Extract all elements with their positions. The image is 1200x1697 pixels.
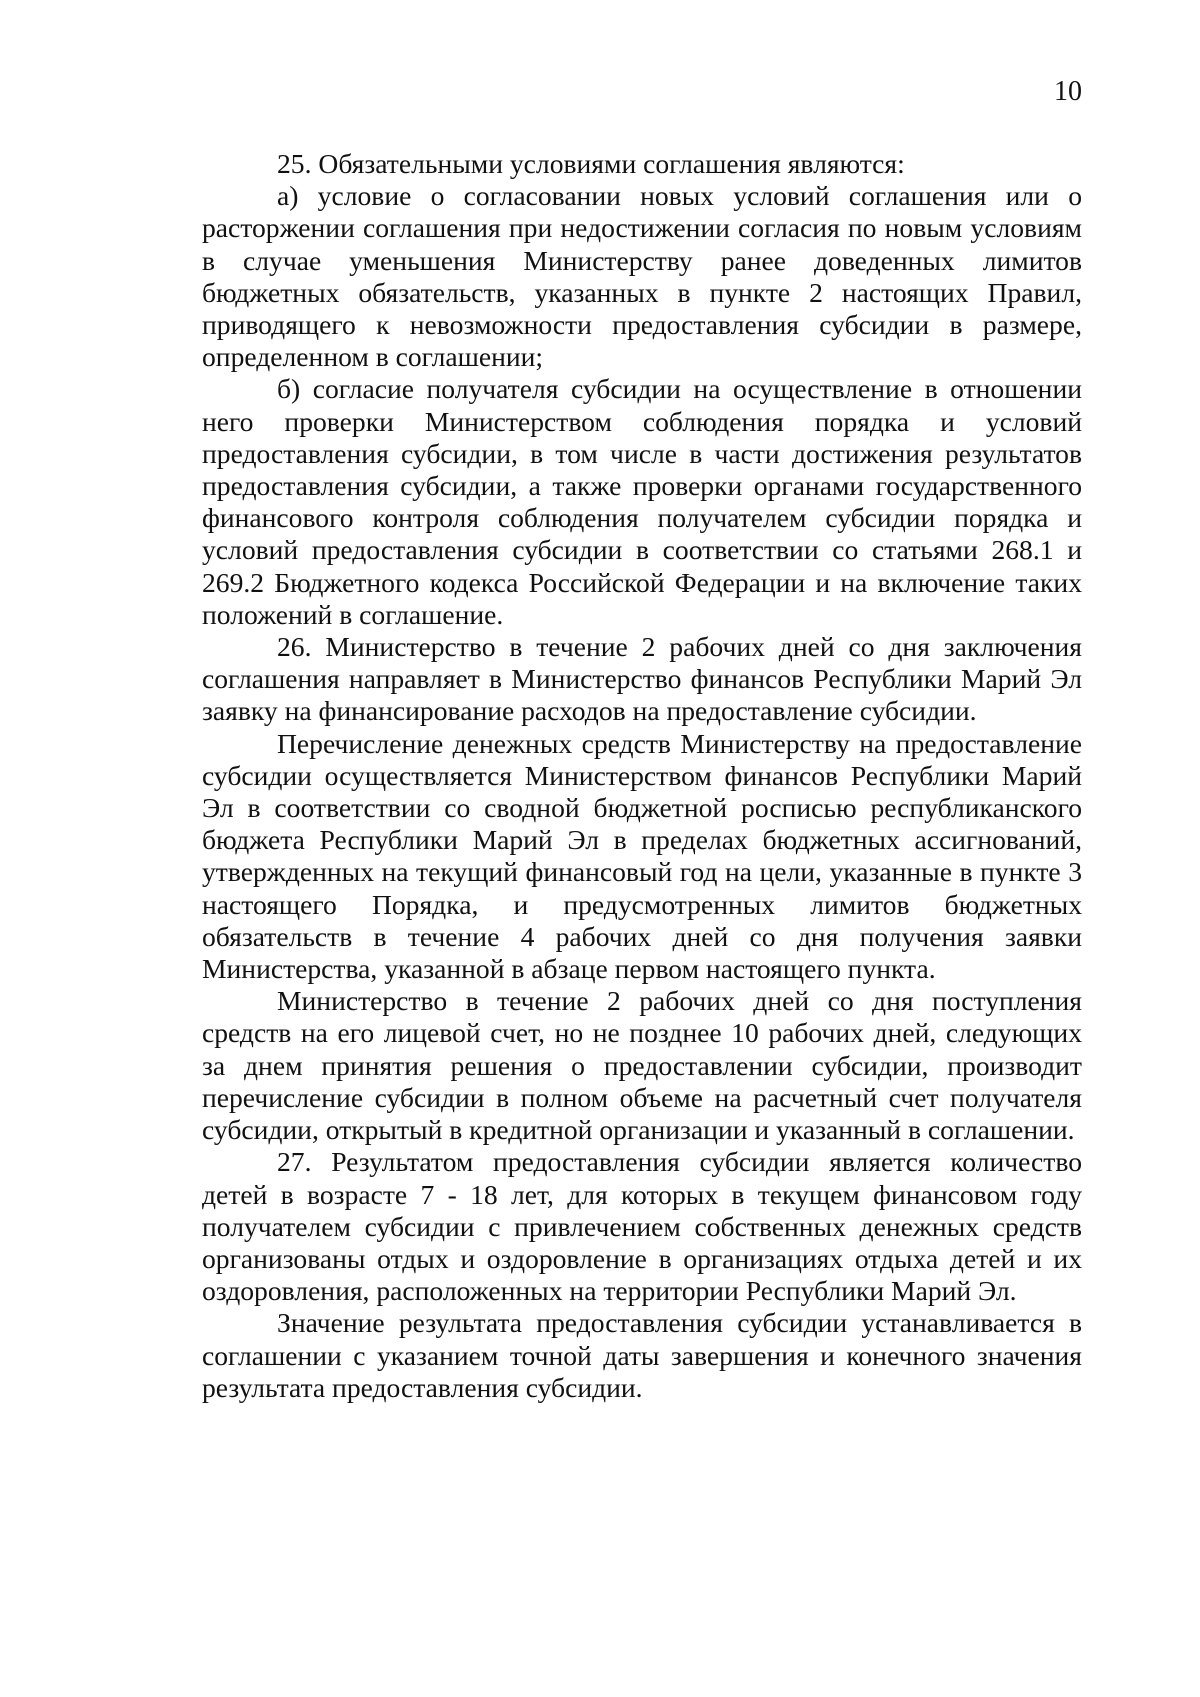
paragraph-27-value: Значение результата предоставления субсидии устанавливается в соглашении с указанием точной даты завершения и конечного значения результата предоставления субсидии. bbox=[202, 1307, 1082, 1403]
paragraph-25-heading: 25. Обязательными условиями соглашения являются: bbox=[277, 148, 905, 179]
paragraph-25-b: б) согласие получателя субсидии на осуществление в отношении него проверки Министерством соблюдения порядка и условий предоставления субсидии, в том числе в части достижения результатов предоставления субсидии, а также проверки органами государственного финансового контроля соблюдения получателем субсидии порядка и условий предоставления субсидии в соответствии со статьями 268.1 и 269.2 Бюджетного кодекса Российской Федерации и на включение таких положений в соглашение. bbox=[202, 373, 1082, 630]
paragraph-26-ministry: Министерство в течение 2 рабочих дней со дня поступления средств на его лицевой счет, но не позднее 10 рабочих дней, следующих за днем принятия решения о предоставлении субсидии, производит перечисление субсидии в полном объеме на расчетный счет получателя субсидии, открытый в кредитной организации и указанный в соглашении. bbox=[202, 985, 1082, 1146]
paragraph-26-transfer: Перечисление денежных средств Министерству на предоставление субсидии осуществляется Министерством финансов Республики Марий Эл в соответствии со сводной бюджетной росписью республиканского бюджета Республики Марий Эл в пределах бюджетных ассигнований, утвержденных на текущий финансовый год на цели, указанные в пункте 3 настоящего Порядка, и предусмотренных лимитов бюджетных обязательств в течение 4 рабочих дней со дня получения заявки Министерства, указанной в абзаце первом настоящего пункта. bbox=[202, 727, 1082, 985]
paragraph-25-a: а) условие о согласовании новых условий соглашения или о расторжении соглашения при недостижении согласия по новым условиям в случае уменьшения Министерству ранее доведенных лимитов бюджетных обязательств, указанных в пункте 2 настоящих Правил, приводящего к невозможности предоставления субсидии в размере, определенном в соглашении; bbox=[202, 180, 1082, 373]
page-number: 10 bbox=[1054, 76, 1082, 107]
document-body bbox=[202, 148, 1082, 1404]
paragraph-27: 27. Результатом предоставления субсидии является количество детей в возрасте 7 - 18 лет, для которых в текущем финансовом году получателем субсидии с привлечением собственных денежных средств организованы отдых и оздоровление в организациях отдыха детей и их оздоровления, расположенных на территории Республики Марий Эл. bbox=[202, 1146, 1082, 1307]
paragraph-26: 26. Министерство в течение 2 рабочих дней со дня заключения соглашения направляет в Министерство финансов Республики Марий Эл заявку на финансирование расходов на предоставление субсидии. bbox=[202, 631, 1082, 727]
